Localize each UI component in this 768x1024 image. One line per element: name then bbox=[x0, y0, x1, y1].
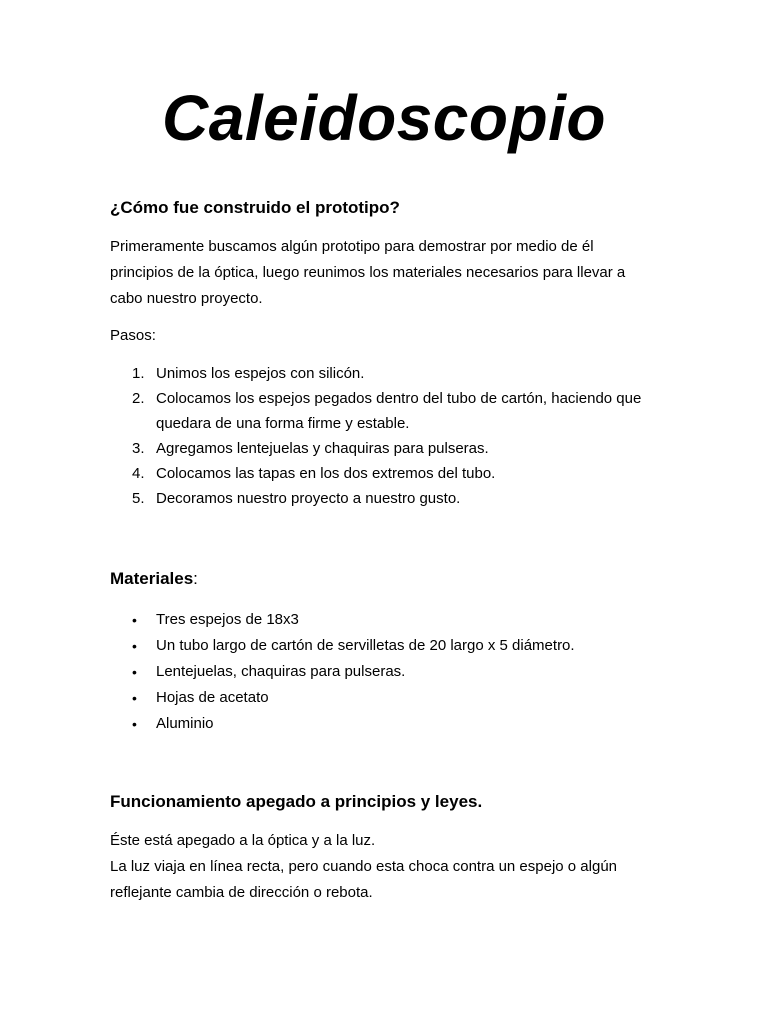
material-item bbox=[110, 711, 670, 737]
bullet-icon: • bbox=[132, 664, 137, 680]
step-number: 1. bbox=[132, 365, 145, 382]
step-number: 2. bbox=[132, 390, 145, 407]
material-text: Tres espejos de 18x3 bbox=[156, 611, 299, 628]
operation-paragraph bbox=[110, 828, 670, 906]
step-item bbox=[110, 486, 670, 511]
material-item bbox=[110, 685, 670, 711]
step-text: quedara de una forma firme y estable. bbox=[156, 415, 410, 432]
material-text: Un tubo largo de cartón de servilletas de 20 largo x 5 diámetro. bbox=[156, 637, 575, 654]
step-number: 5. bbox=[132, 490, 145, 507]
step-text: Colocamos los espejos pegados dentro del tubo de cartón, haciendo que bbox=[156, 390, 642, 407]
step-item bbox=[110, 361, 670, 386]
material-text: Hojas de acetato bbox=[156, 689, 269, 706]
step-item bbox=[110, 461, 670, 486]
materials-list bbox=[110, 607, 670, 737]
operation-line: Éste está apegado a la óptica y a la luz. bbox=[110, 832, 376, 849]
intro-paragraph bbox=[110, 234, 670, 312]
intro-line: principios de la óptica, luego reunimos los materiales necesarios para llevar a bbox=[110, 264, 626, 281]
materials-heading-colon: : bbox=[193, 569, 198, 588]
step-number: 3. bbox=[132, 440, 145, 457]
step-item bbox=[110, 436, 670, 461]
steps-list bbox=[110, 361, 670, 511]
step-number: 4. bbox=[132, 465, 145, 482]
step-item bbox=[110, 386, 670, 436]
material-item bbox=[110, 659, 670, 685]
steps-label: Pasos: bbox=[110, 327, 156, 344]
materials-heading-text: Materiales bbox=[110, 569, 194, 588]
material-item bbox=[110, 633, 670, 659]
operation-line: La luz viaja en línea recta, pero cuando esta choca contra un espejo o algún bbox=[110, 858, 618, 875]
operation-line: reflejante cambia de dirección o rebota. bbox=[110, 884, 373, 901]
step-text: Agregamos lentejuelas y chaquiras para pulseras. bbox=[156, 440, 489, 457]
intro-line: Primeramente buscamos algún prototipo para demostrar por medio de él bbox=[110, 238, 594, 255]
bullet-icon: • bbox=[132, 690, 137, 706]
material-text: Lentejuelas, chaquiras para pulseras. bbox=[156, 663, 406, 680]
step-text: Decoramos nuestro proyecto a nuestro gusto. bbox=[156, 490, 461, 507]
bullet-icon: • bbox=[132, 716, 137, 732]
material-text: Aluminio bbox=[156, 715, 214, 732]
step-text: Unimos los espejos con silicón. bbox=[156, 365, 365, 382]
material-item bbox=[110, 607, 670, 633]
section-heading-operation: Funcionamiento apegado a principios y leyes. bbox=[110, 792, 483, 811]
section-heading-materials bbox=[110, 568, 198, 590]
bullet-icon: • bbox=[132, 612, 137, 628]
bullet-icon: • bbox=[132, 638, 137, 654]
step-text: Colocamos las tapas en los dos extremos del tubo. bbox=[156, 465, 496, 482]
document-title: Caleidoscopio bbox=[162, 82, 606, 154]
section-heading-construction: ¿Cómo fue construido el prototipo? bbox=[110, 198, 400, 217]
intro-line: cabo nuestro proyecto. bbox=[110, 290, 263, 307]
